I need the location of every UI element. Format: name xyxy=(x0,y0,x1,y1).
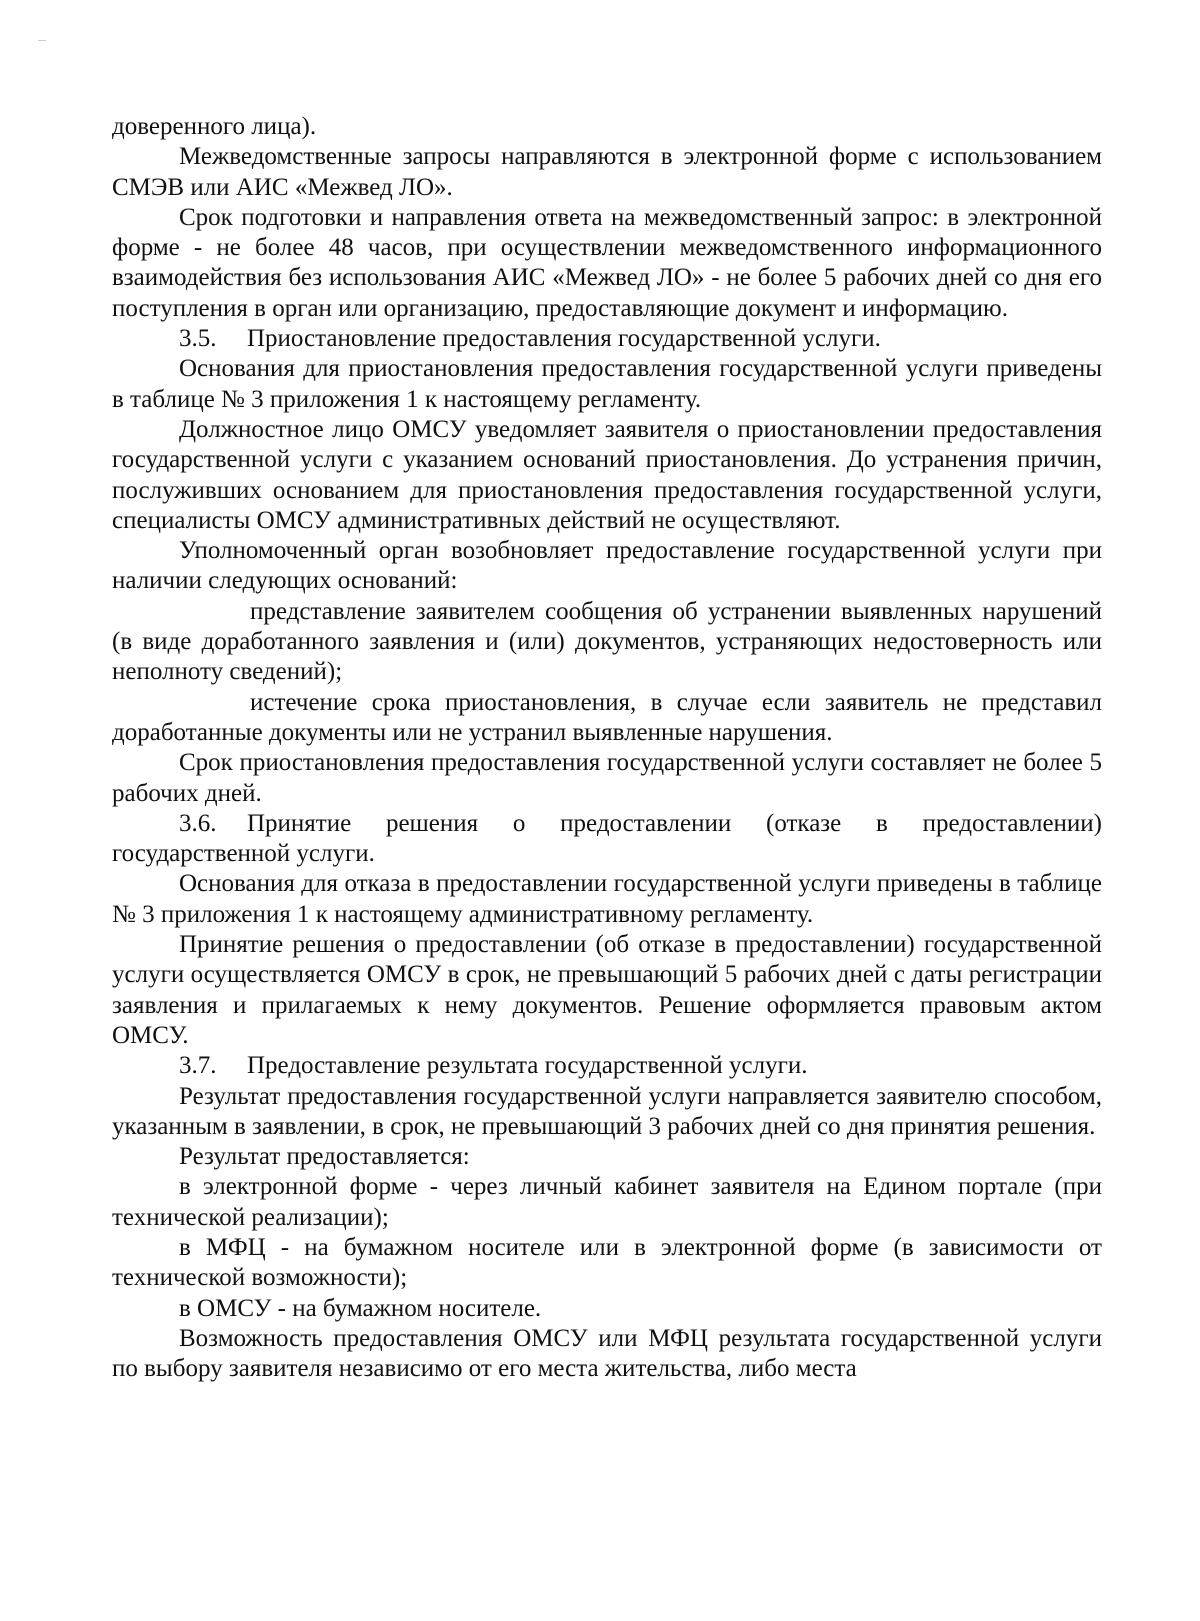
section-title: Принятие решения о предоставлении (отказе в предоставлении) государственной услуги. xyxy=(112,809,1102,868)
section-number: 3.7. xyxy=(179,1052,217,1080)
paragraph-continuation: доверенного лица). xyxy=(112,113,317,140)
section-heading-3-5 xyxy=(112,324,1102,354)
section-heading-3-6 xyxy=(112,809,1102,870)
paragraph-result-provided: Результат предоставляется: xyxy=(179,1143,470,1171)
section-number: 3.5. xyxy=(179,325,217,353)
paragraph-suspension-grounds: Основания для приостановления предоставления государственной услуги приведены в таблице № 3 приложения 1 к настоящему регламенту. xyxy=(112,355,1102,413)
paragraph-result-sent: Результат предоставления государственной услуги направляется заявителю способом, указанным в заявлении, в срок, не превышающий 3 рабочих дней со дня принятия решения. xyxy=(112,1082,1102,1140)
paragraph-resumption-grounds: Уполномоченный орган возобновляет предоставление государственной услуги при наличии следующих оснований: xyxy=(112,537,1102,595)
paragraph-list-item-expiry: истечение срока приостановления, в случае если заявитель не представил доработанные документы или не устранил выявленные нарушения. xyxy=(112,688,1102,746)
paragraph-result-electronic: в электронной форме - через личный кабинет заявителя на Едином портале (при технической реализации); xyxy=(112,1173,1102,1231)
section-title: Приостановление предоставления государственной услуги. xyxy=(247,325,881,353)
paragraph-response-deadline: Срок подготовки и направления ответа на межведомственный запрос: в электронной форме - не более 48 часов, при осуществлении межведомственного информационного взаимодействия без использования АИС «Межвед ЛО» - не более 5 рабочих дней со дня его поступления в орган или организацию, предоставляющие документ и информацию. xyxy=(112,203,1102,322)
paragraph-decision-term: Принятие решения о предоставлении (об отказе в предоставлении) государственной услуги осуществляется ОМСУ в срок, не превышающий 5 рабочих дней с даты регистрации заявления и прилагаемых к нему документов. Решение оформляется правовым актом ОМСУ. xyxy=(112,931,1102,1049)
document-page xyxy=(112,112,1102,1384)
section-heading-3-7 xyxy=(112,1051,1102,1081)
scan-artifact-mark xyxy=(38,40,46,41)
paragraph-result-omsu: в ОМСУ - на бумажном носителе. xyxy=(179,1294,542,1322)
paragraph-list-item-report: представление заявителем сообщения об устранении выявленных нарушений (в виде доработанного заявления и (или) документов, устраняющих недостоверность или неполноту сведений); xyxy=(112,597,1102,686)
paragraph-suspension-term: Срок приостановления предоставления государственной услуги составляет не более 5 рабочих дней. xyxy=(112,749,1102,807)
paragraph-interagency-requests: Межведомственные запросы направляются в электронной форме с использованием СМЭВ или АИС «Межвед ЛО». xyxy=(112,143,1102,201)
section-number: 3.6. xyxy=(179,809,217,837)
section-title: Предоставление результата государственной услуги. xyxy=(247,1052,808,1080)
paragraph-refusal-grounds: Основания для отказа в предоставлении государственной услуги приведены в таблице № 3 приложения 1 к настоящему административному регламенту. xyxy=(112,870,1102,928)
paragraph-official-notifies: Должностное лицо ОМСУ уведомляет заявителя о приостановлении предоставления государственной услуги с указанием оснований приостановления. До устранения причин, послуживших основанием для приостановления предоставления государственной услуги, специалисты ОМСУ административных действий не осуществляют. xyxy=(112,415,1102,534)
paragraph-result-mfc: в МФЦ - на бумажном носителе или в электронной форме (в зависимости от технической возможности); xyxy=(112,1233,1102,1292)
paragraph-result-choice: Возможность предоставления ОМСУ или МФЦ результата государственной услуги по выбору заявителя независимо от его места жительства, либо места xyxy=(112,1324,1102,1383)
